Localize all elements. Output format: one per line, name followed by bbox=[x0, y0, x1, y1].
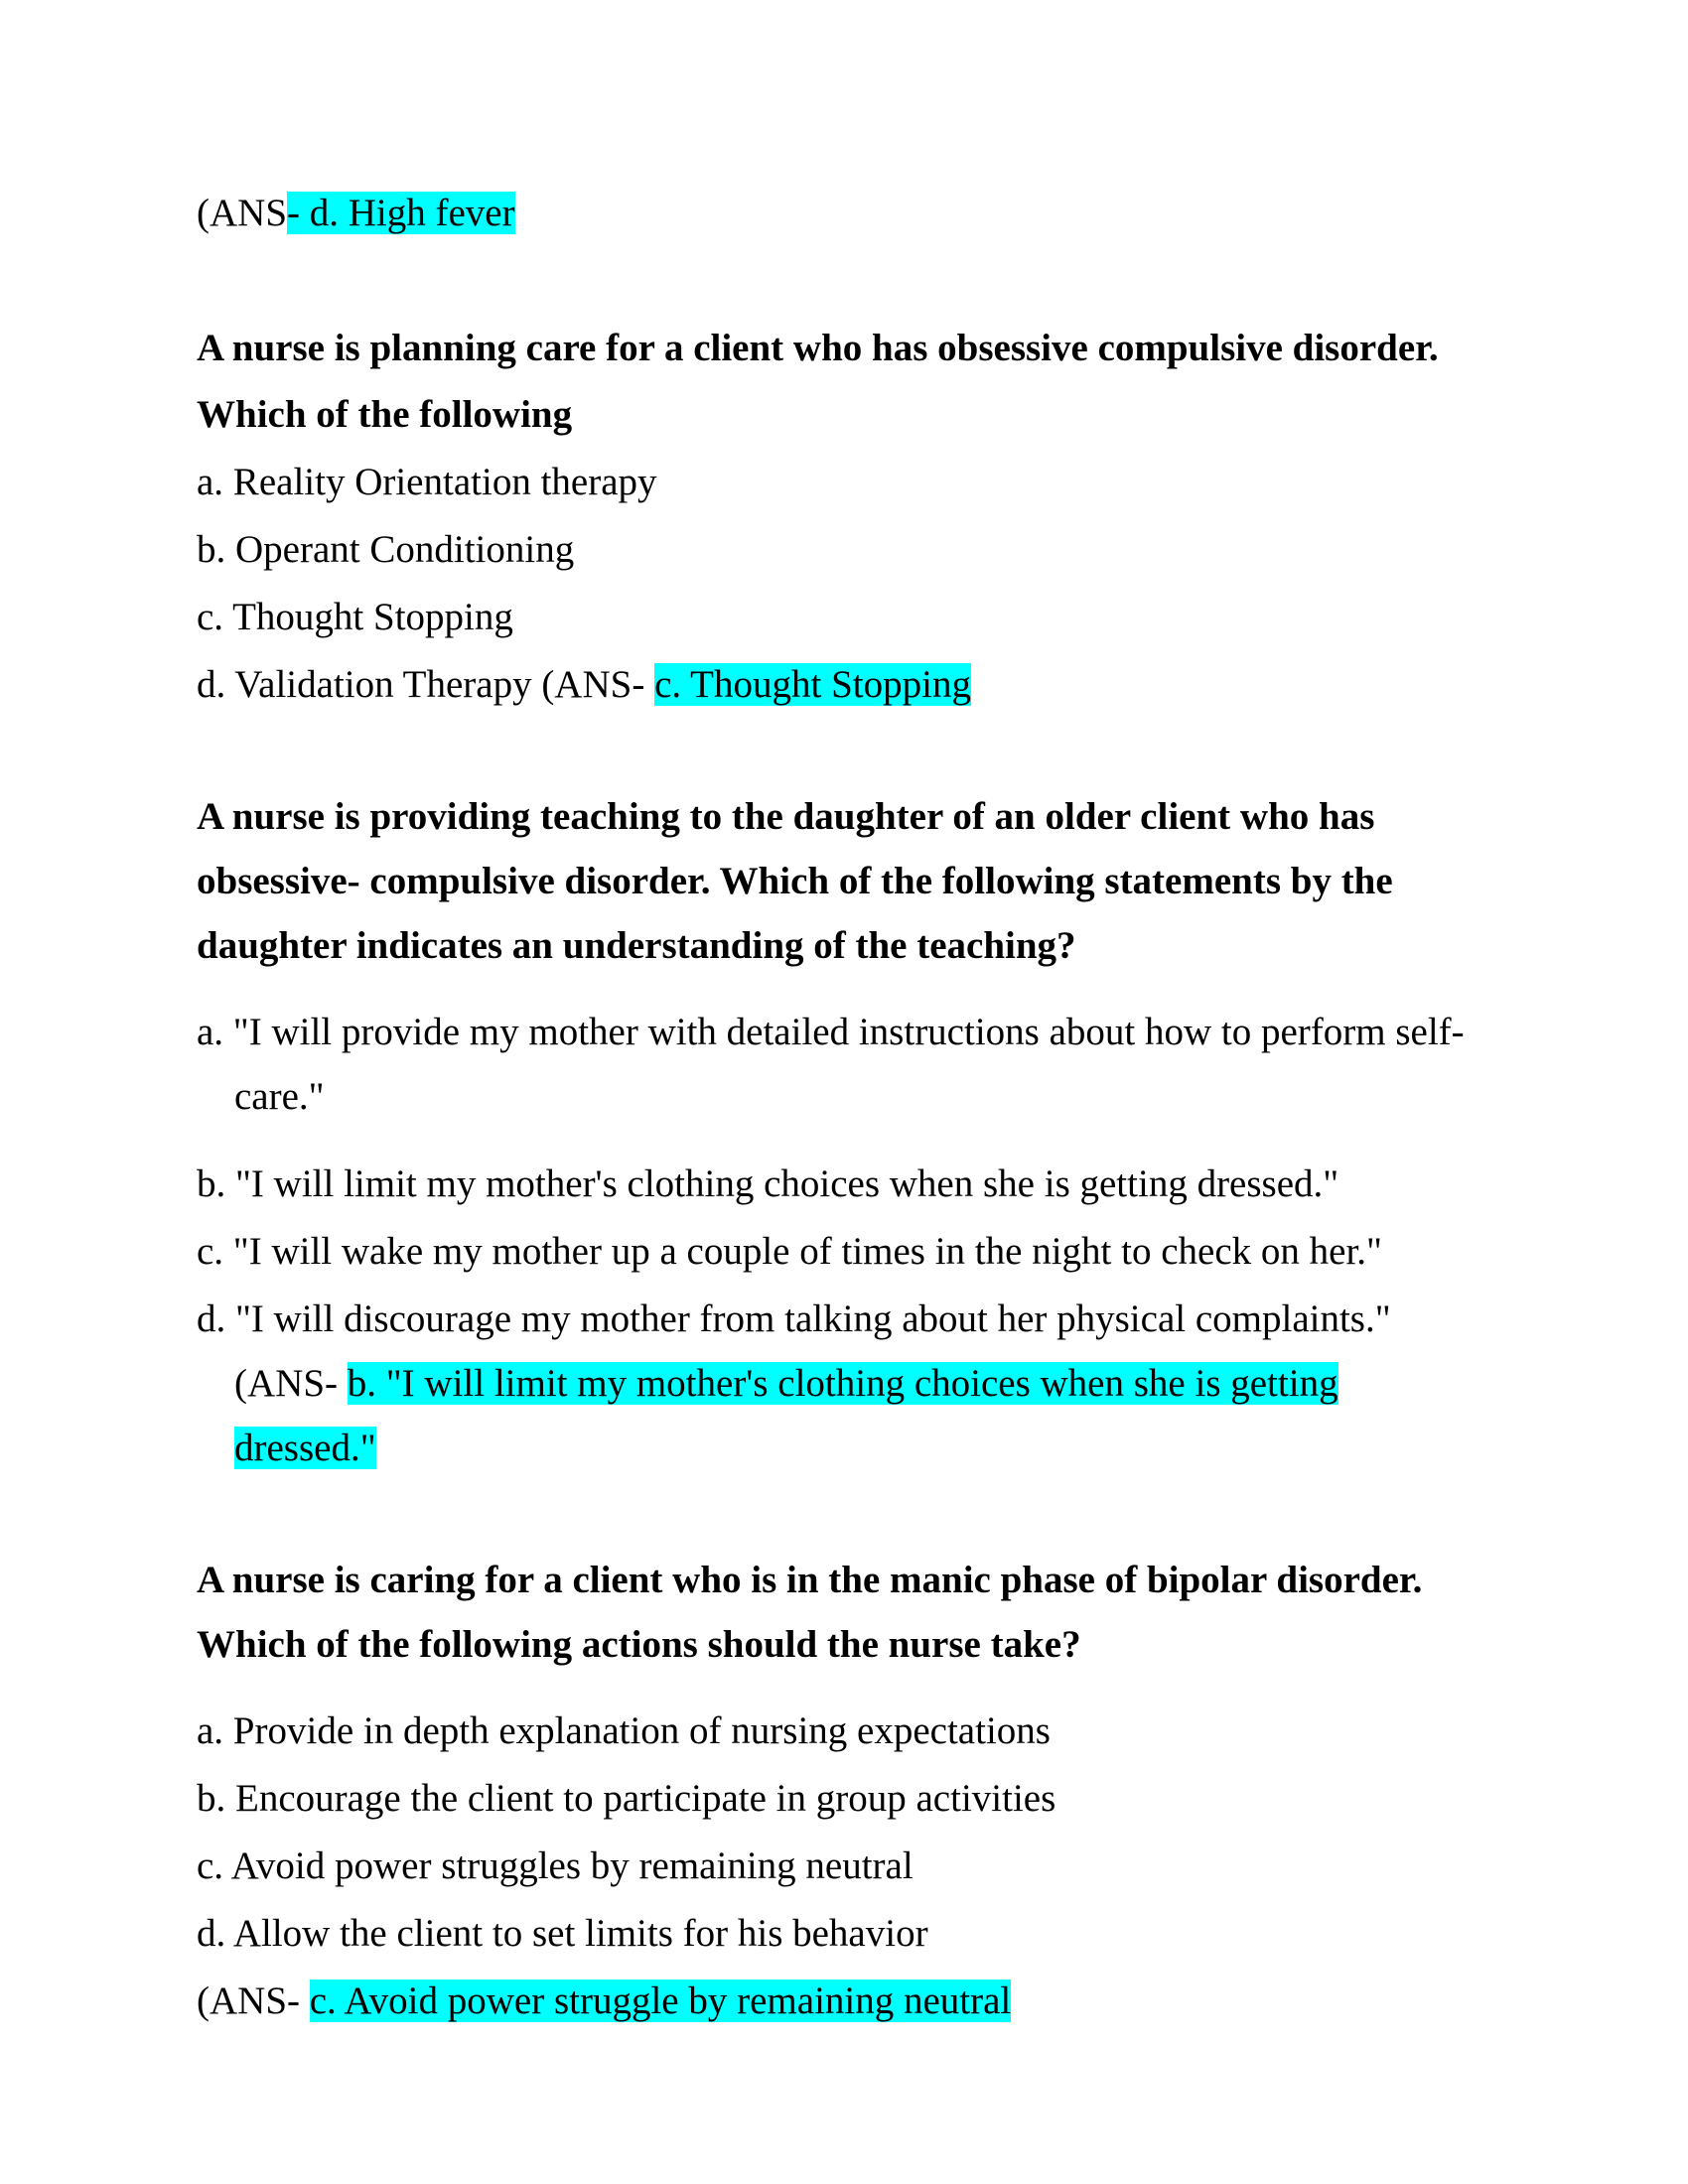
question-2-option-d: d. "I will discourage my mother from talking about her physical complaints." bbox=[197, 1297, 1391, 1340]
question-1-option-d-line bbox=[197, 660, 971, 710]
question-2-stem-line-1: A nurse is providing teaching to the daughter of an older client who has bbox=[197, 795, 1375, 838]
answer-prefix: (ANS bbox=[197, 192, 288, 234]
question-1-stem-line-2: Which of the following bbox=[197, 393, 573, 436]
question-3-stem-line-2: Which of the following actions should the nurse take? bbox=[197, 1623, 1081, 1666]
question-2-stem-line-2: obsessive- compulsive disorder. Which of the following statements by the bbox=[197, 860, 1393, 902]
question-3-option-d: d. Allow the client to set limits for his behavior bbox=[197, 1912, 928, 1955]
top-answer-highlight: - d. High fever bbox=[287, 192, 515, 234]
question-1-option-c: c. Thought Stopping bbox=[197, 596, 513, 638]
question-3-answer-line bbox=[197, 1977, 1011, 2026]
question-2-option-a: a. "I will provide my mother with detailed instructions about how to perform self- bbox=[197, 1011, 1465, 1053]
question-2-option-b: b. "I will limit my mother's clothing choices when she is getting dressed." bbox=[197, 1162, 1339, 1205]
question-1-stem-line-1: A nurse is planning care for a client who has obsessive compulsive disorder. bbox=[197, 327, 1439, 369]
question-3-option-c: c. Avoid power struggles by remaining neutral bbox=[197, 1844, 914, 1887]
question-2-option-c: c. "I will wake my mother up a couple of times in the night to check on her." bbox=[197, 1230, 1382, 1273]
question-1-option-b: b. Operant Conditioning bbox=[197, 528, 575, 571]
question-2-stem-line-3: daughter indicates an understanding of the teaching? bbox=[197, 924, 1076, 967]
question-3-option-a: a. Provide in depth explanation of nursing expectations bbox=[197, 1709, 1051, 1752]
question-2-answer-highlight-2: dressed." bbox=[234, 1427, 376, 1469]
question-3-answer-highlight: c. Avoid power struggle by remaining neutral bbox=[309, 1979, 1012, 2022]
question-3-stem-line-1: A nurse is caring for a client who is in the manic phase of bipolar disorder. bbox=[197, 1559, 1423, 1601]
question-1-answer-highlight: c. Thought Stopping bbox=[654, 663, 971, 706]
question-1-option-a: a. Reality Orientation therapy bbox=[197, 461, 657, 503]
question-2-answer-line-2 bbox=[234, 1424, 376, 1473]
question-1-option-d: d. Validation Therapy (ANS- bbox=[197, 663, 645, 706]
question-2-answer-highlight-1: b. "I will limit my mother's clothing choices when she is getting bbox=[347, 1362, 1338, 1405]
top-answer-line bbox=[197, 189, 515, 238]
question-3-answer-prefix: (ANS- bbox=[197, 1979, 300, 2022]
question-2-answer-line-1 bbox=[234, 1359, 1338, 1409]
question-3-option-b: b. Encourage the client to participate in group activities bbox=[197, 1777, 1056, 1820]
question-2-option-a-continued: care." bbox=[234, 1075, 325, 1118]
question-2-answer-prefix: (ANS- bbox=[234, 1362, 338, 1405]
